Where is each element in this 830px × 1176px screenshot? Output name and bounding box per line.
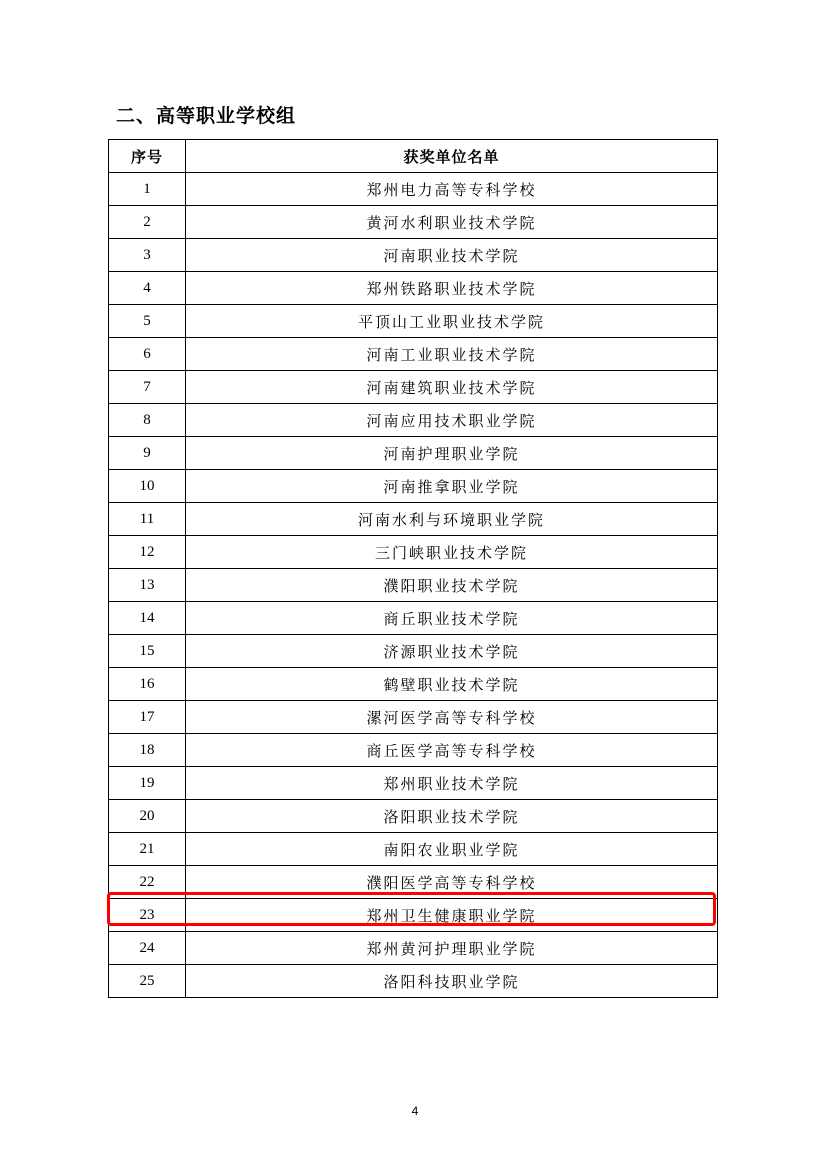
row-school-name: 洛阳科技职业学院: [186, 965, 718, 998]
table-row: [109, 239, 718, 272]
award-list-table: [108, 139, 718, 998]
row-seq: 13: [109, 569, 186, 602]
table-row-highlighted: [109, 899, 718, 932]
page-number: 4: [411, 1104, 419, 1118]
table-row: [109, 602, 718, 635]
table-row: [109, 206, 718, 239]
row-seq: 2: [109, 206, 186, 239]
table-row: [109, 833, 718, 866]
row-school-name: 漯河医学高等专科学校: [186, 701, 718, 734]
row-school-name: 河南应用技术职业学院: [186, 404, 718, 437]
row-school-name: 商丘医学高等专科学校: [186, 734, 718, 767]
row-seq: 17: [109, 701, 186, 734]
row-seq: 4: [109, 272, 186, 305]
table-row: [109, 305, 718, 338]
row-seq: 16: [109, 668, 186, 701]
row-seq: 18: [109, 734, 186, 767]
row-school-name: 黄河水利职业技术学院: [186, 206, 718, 239]
row-school-name: 郑州黄河护理职业学院: [186, 932, 718, 965]
row-school-name: 三门峡职业技术学院: [186, 536, 718, 569]
row-school-name: 济源职业技术学院: [186, 635, 718, 668]
row-seq: 1: [109, 173, 186, 206]
row-school-name: 鹤壁职业技术学院: [186, 668, 718, 701]
table-row: [109, 932, 718, 965]
table-row: [109, 569, 718, 602]
row-school-name: 河南职业技术学院: [186, 239, 718, 272]
row-school-name: 郑州职业技术学院: [186, 767, 718, 800]
table-row: [109, 404, 718, 437]
table-row: [109, 800, 718, 833]
table-row: [109, 635, 718, 668]
table-row: [109, 338, 718, 371]
table-row: [109, 437, 718, 470]
table-row: [109, 503, 718, 536]
table-row: [109, 965, 718, 998]
row-school-name: 濮阳医学高等专科学校: [186, 866, 718, 899]
row-school-name: 洛阳职业技术学院: [186, 800, 718, 833]
table-row: [109, 866, 718, 899]
table-row: [109, 536, 718, 569]
row-seq: 12: [109, 536, 186, 569]
row-seq: 23: [109, 899, 186, 932]
row-school-name: 郑州电力高等专科学校: [186, 173, 718, 206]
table-row: [109, 470, 718, 503]
table-row: [109, 734, 718, 767]
row-school-name: 南阳农业职业学院: [186, 833, 718, 866]
row-seq: 6: [109, 338, 186, 371]
row-seq: 19: [109, 767, 186, 800]
row-school-name: 河南推拿职业学院: [186, 470, 718, 503]
seq-column-header: 序号: [109, 140, 186, 173]
row-seq: 22: [109, 866, 186, 899]
row-seq: 11: [109, 503, 186, 536]
row-school-name: 平顶山工业职业技术学院: [186, 305, 718, 338]
table-row: [109, 701, 718, 734]
row-seq: 14: [109, 602, 186, 635]
row-seq: 20: [109, 800, 186, 833]
table-row: [109, 668, 718, 701]
row-school-name: 郑州卫生健康职业学院: [186, 899, 718, 932]
row-school-name: 河南建筑职业技术学院: [186, 371, 718, 404]
row-seq: 25: [109, 965, 186, 998]
row-seq: 10: [109, 470, 186, 503]
row-seq: 3: [109, 239, 186, 272]
row-seq: 9: [109, 437, 186, 470]
row-school-name: 郑州铁路职业技术学院: [186, 272, 718, 305]
row-school-name: 河南工业职业技术学院: [186, 338, 718, 371]
row-school-name: 商丘职业技术学院: [186, 602, 718, 635]
row-seq: 8: [109, 404, 186, 437]
row-seq: 21: [109, 833, 186, 866]
table-row: [109, 767, 718, 800]
table-row: [109, 272, 718, 305]
row-school-name: 濮阳职业技术学院: [186, 569, 718, 602]
row-seq: 7: [109, 371, 186, 404]
name-column-header: 获奖单位名单: [186, 140, 718, 173]
table-row: [109, 173, 718, 206]
table-header-row: [109, 140, 718, 173]
table-row: [109, 371, 718, 404]
row-seq: 15: [109, 635, 186, 668]
row-school-name: 河南护理职业学院: [186, 437, 718, 470]
row-seq: 24: [109, 932, 186, 965]
section-heading: 二、高等职业学校组: [116, 105, 297, 127]
row-school-name: 河南水利与环境职业学院: [186, 503, 718, 536]
row-seq: 5: [109, 305, 186, 338]
